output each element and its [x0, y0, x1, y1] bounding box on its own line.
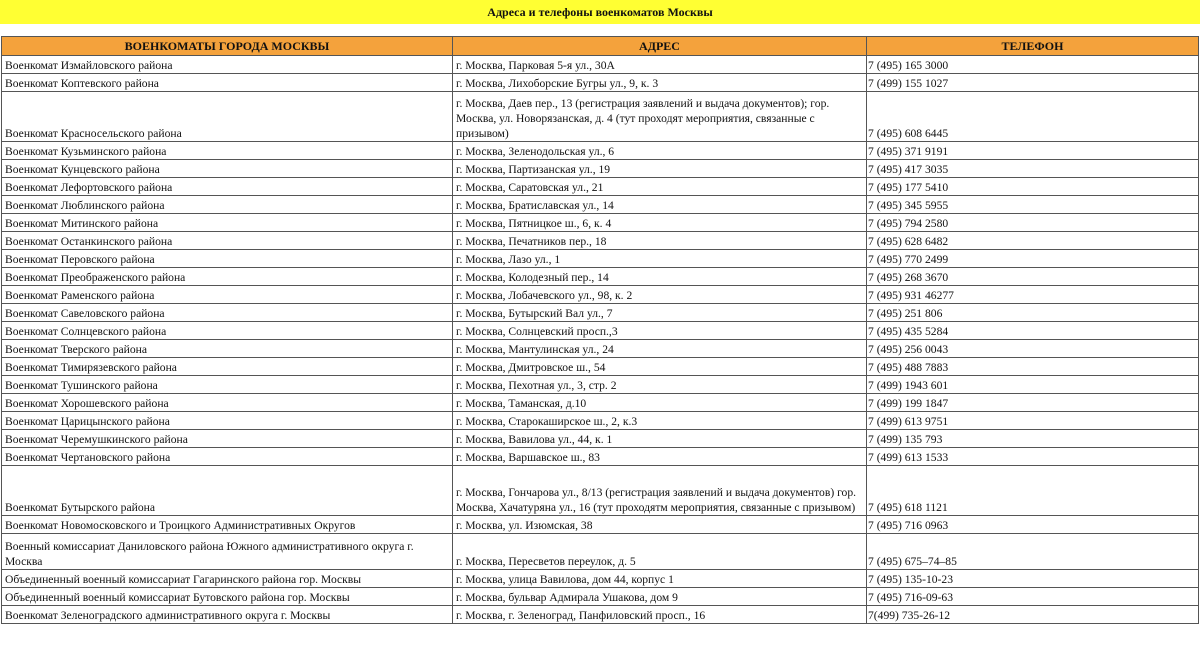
spacer [0, 24, 1200, 36]
table-row [2, 394, 1199, 412]
table-row [2, 358, 1199, 376]
phone-cell: 7 (495) 251 806 [867, 304, 1199, 322]
address-cell: г. Москва, Пятницкое ш., 6, к. 4 [453, 214, 867, 232]
office-name-cell: Военкомат Тимирязевского района [2, 358, 453, 376]
table-row [2, 412, 1199, 430]
phone-cell: 7 (499) 199 1847 [867, 394, 1199, 412]
address-cell: г. Москва, Братиславская ул., 14 [453, 196, 867, 214]
office-name-cell: Военкомат Бутырского района [2, 466, 453, 516]
office-name-cell: Военкомат Митинского района [2, 214, 453, 232]
phone-cell: 7 (495) 135-10-23 [867, 570, 1199, 588]
phone-cell: 7 (499) 613 9751 [867, 412, 1199, 430]
phone-cell: 7 (495) 268 3670 [867, 268, 1199, 286]
phone-cell: 7 (495) 371 9191 [867, 142, 1199, 160]
header-offices: ВОЕНКОМАТЫ ГОРОДА МОСКВЫ [2, 37, 453, 56]
phone-cell: 7 (499) 1943 601 [867, 376, 1199, 394]
page-title: Адреса и телефоны военкоматов Москвы [0, 0, 1200, 24]
table-row [2, 534, 1199, 570]
office-name-cell: Военкомат Солнцевского района [2, 322, 453, 340]
table-row [2, 268, 1199, 286]
phone-cell: 7 (495) 417 3035 [867, 160, 1199, 178]
address-cell: г. Москва, Партизанская ул., 19 [453, 160, 867, 178]
office-name-cell: Военкомат Преображенского района [2, 268, 453, 286]
phone-cell: 7 (499) 155 1027 [867, 74, 1199, 92]
table-row [2, 430, 1199, 448]
address-cell: г. Москва, Зеленодольская ул., 6 [453, 142, 867, 160]
table-row [2, 322, 1199, 340]
office-name-cell: Военкомат Зеленоградского административного округа г. Москвы [2, 606, 453, 624]
table-row [2, 92, 1199, 142]
phone-cell: 7 (495) 716 0963 [867, 516, 1199, 534]
military-offices-table [1, 36, 1199, 624]
office-name-cell: Военкомат Коптевского района [2, 74, 453, 92]
address-cell: г. Москва, ул. Изюмская, 38 [453, 516, 867, 534]
address-cell: г. Москва, Лазо ул., 1 [453, 250, 867, 268]
office-name-cell: Объединенный военный комиссариат Гагаринского района гор. Москвы [2, 570, 453, 588]
address-cell: г. Москва, Гончарова ул., 8/13 (регистрация заявлений и выдача документов) гор. Москва, Хачатуряна ул., 16 (тут проходятм мероприятия, связанные с призывом) [453, 466, 867, 516]
phone-cell: 7 (495) 794 2580 [867, 214, 1199, 232]
table-row [2, 570, 1199, 588]
phone-cell: 7 (495) 256 0043 [867, 340, 1199, 358]
table-row [2, 286, 1199, 304]
table-row [2, 606, 1199, 624]
table-body [2, 56, 1199, 624]
table-header-row [2, 37, 1199, 56]
table-row [2, 56, 1199, 74]
address-cell: г. Москва, Лихоборские Бугры ул., 9, к. 3 [453, 74, 867, 92]
address-cell: г. Москва, Пересветов переулок, д. 5 [453, 534, 867, 570]
office-name-cell: Военкомат Измайловского района [2, 56, 453, 74]
table-row [2, 516, 1199, 534]
table-row [2, 376, 1199, 394]
office-name-cell: Военкомат Люблинского района [2, 196, 453, 214]
table-row [2, 178, 1199, 196]
table-row [2, 142, 1199, 160]
office-name-cell: Военкомат Красносельского района [2, 92, 453, 142]
office-name-cell: Военкомат Кузьминского района [2, 142, 453, 160]
phone-cell: 7 (495) 628 6482 [867, 232, 1199, 250]
office-name-cell: Военкомат Останкинского района [2, 232, 453, 250]
office-name-cell: Военный комиссариат Даниловского района Южного административного округа г. Москва [2, 534, 453, 570]
phone-cell: 7 (495) 488 7883 [867, 358, 1199, 376]
address-cell: г. Москва, Печатников пер., 18 [453, 232, 867, 250]
office-name-cell: Военкомат Кунцевского района [2, 160, 453, 178]
phone-cell: 7 (495) 770 2499 [867, 250, 1199, 268]
office-name-cell: Военкомат Новомосковского и Троицкого Административных Округов [2, 516, 453, 534]
office-name-cell: Военкомат Тверского района [2, 340, 453, 358]
address-cell: г. Москва, Саратовская ул., 21 [453, 178, 867, 196]
table-row [2, 466, 1199, 516]
office-name-cell: Военкомат Черемушкинского района [2, 430, 453, 448]
table-row [2, 304, 1199, 322]
address-cell: г. Москва, Варшавское ш., 83 [453, 448, 867, 466]
address-cell: г. Москва, бульвар Адмирала Ушакова, дом 9 [453, 588, 867, 606]
address-cell: г. Москва, улица Вавилова, дом 44, корпус 1 [453, 570, 867, 588]
address-cell: г. Москва, Парковая 5-я ул., 30А [453, 56, 867, 74]
address-cell: г. Москва, Даев пер., 13 (регистрация заявлений и выдача документов); гор. Москва, ул. Новорязанская, д. 4 (тут проходят мероприятия, связанные с призывом) [453, 92, 867, 142]
phone-cell: 7 (495) 931 46277 [867, 286, 1199, 304]
office-name-cell: Военкомат Перовского района [2, 250, 453, 268]
office-name-cell: Военкомат Раменского района [2, 286, 453, 304]
phone-cell: 7(499) 735-26-12 [867, 606, 1199, 624]
address-cell: г. Москва, Лобачевского ул., 98, к. 2 [453, 286, 867, 304]
table-row [2, 232, 1199, 250]
phone-cell: 7 (495) 608 6445 [867, 92, 1199, 142]
phone-cell: 7 (495) 435 5284 [867, 322, 1199, 340]
address-cell: г. Москва, Дмитровское ш., 54 [453, 358, 867, 376]
phone-cell: 7 (499) 135 793 [867, 430, 1199, 448]
header-phone: ТЕЛЕФОН [867, 37, 1199, 56]
phone-cell: 7 (495) 618 1121 [867, 466, 1199, 516]
office-name-cell: Военкомат Чертановского района [2, 448, 453, 466]
phone-cell: 7 (495) 177 5410 [867, 178, 1199, 196]
address-cell: г. Москва, Колодезный пер., 14 [453, 268, 867, 286]
office-name-cell: Военкомат Царицынского района [2, 412, 453, 430]
table-row [2, 588, 1199, 606]
office-name-cell: Военкомат Лефортовского района [2, 178, 453, 196]
table-row [2, 250, 1199, 268]
address-cell: г. Москва, Бутырский Вал ул., 7 [453, 304, 867, 322]
office-name-cell: Военкомат Тушинского района [2, 376, 453, 394]
table-row [2, 74, 1199, 92]
phone-cell: 7 (495) 675–74–85 [867, 534, 1199, 570]
table-row [2, 214, 1199, 232]
office-name-cell: Военкомат Хорошевского района [2, 394, 453, 412]
address-cell: г. Москва, Таманская, д.10 [453, 394, 867, 412]
office-name-cell: Объединенный военный комиссариат Бутовского района гор. Москвы [2, 588, 453, 606]
address-cell: г. Москва, Солнцевский просп.,3 [453, 322, 867, 340]
phone-cell: 7 (495) 165 3000 [867, 56, 1199, 74]
header-address: АДРЕС [453, 37, 867, 56]
address-cell: г. Москва, Пехотная ул., 3, стр. 2 [453, 376, 867, 394]
table-row [2, 340, 1199, 358]
table-row [2, 196, 1199, 214]
table-row [2, 448, 1199, 466]
phone-cell: 7 (495) 345 5955 [867, 196, 1199, 214]
address-cell: г. Москва, Вавилова ул., 44, к. 1 [453, 430, 867, 448]
phone-cell: 7 (499) 613 1533 [867, 448, 1199, 466]
table-row [2, 160, 1199, 178]
office-name-cell: Военкомат Савеловского района [2, 304, 453, 322]
phone-cell: 7 (495) 716-09-63 [867, 588, 1199, 606]
address-cell: г. Москва, г. Зеленоград, Панфиловский просп., 16 [453, 606, 867, 624]
address-cell: г. Москва, Старокаширское ш., 2, к.3 [453, 412, 867, 430]
address-cell: г. Москва, Мантулинская ул., 24 [453, 340, 867, 358]
